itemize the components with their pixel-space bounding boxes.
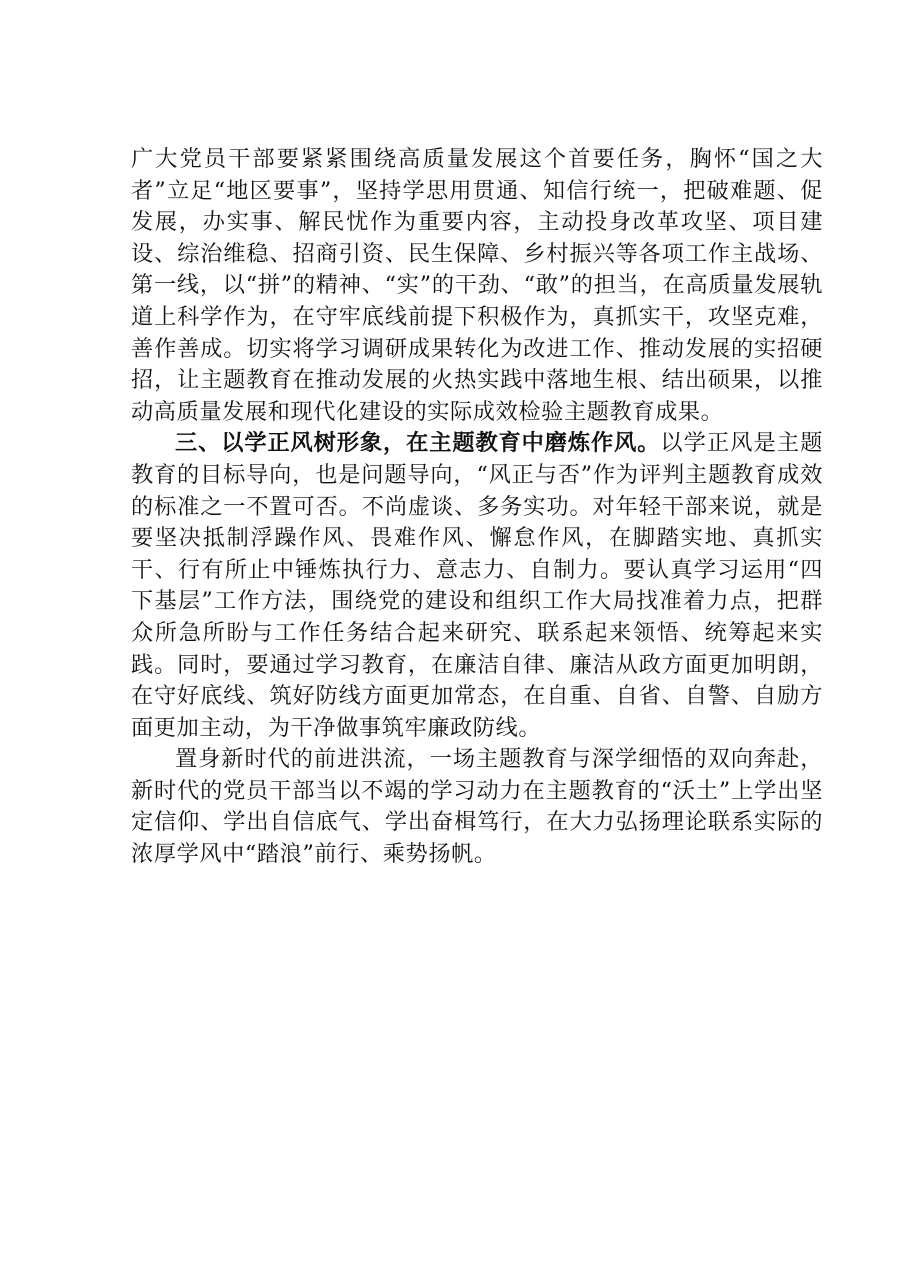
section-heading: 三、以学正风树形象，在主题教育中磨炼作风。 — [175, 430, 661, 457]
paragraph-conclusion — [131, 744, 823, 870]
paragraph-text: 置身新时代的前进洪流，一场主题教育与深学细悟的双向奔赴，新时代的党员干部当以不竭的学习动力在主题教育的“沃土”上学出坚定信仰、学出自信底气、学出奋楫笃行，在大力弘扬理论联系实际的浓厚学风中“踏浪”前行、乘势扬帆。 — [131, 746, 823, 868]
paragraph-section-three — [131, 428, 823, 744]
paragraph-text: 广大党员干部要紧紧围绕高质量发展这个首要任务，胸怀“国之大者”立足“地区要事”，坚持学思用贯通、知信行统一，把破难题、促发展，办实事、解民忧作为重要内容，主动投身改革攻坚、项目建设、综治维稳、招商引资、民生保障、乡村振兴等各项工作主战场、第一线，以“拼”的精神、“实”的干劲、“敢”的担当，在高质量发展轨道上科学作为，在守牢底线前提下积极作为，真抓实干，攻坚克难，善作善成。切实将学习调研成果转化为改进工作、推动发展的实招硬招，让主题教育在推动发展的火热实践中落地生根、结出硕果，以推动高质量发展和现代化建设的实际成效检验主题教育成果。 — [131, 146, 823, 425]
paragraph-continued — [131, 144, 823, 428]
document-body — [131, 144, 823, 871]
paragraph-text: 以学正风是主题教育的目标导向，也是问题导向，“风正与否”作为评判主题教育成效的标准之一不置可否。不尚虚谈、多务实功。对年轻干部来说，就是要坚决抵制浮躁作风、畏难作风、懈怠作风，在脚踏实地、真抓实干、行有所止中锤炼执行力、意志力、自制力。要认真学习运用“四下基层”工作方法，围绕党的建设和组织工作大局找准着力点，把群众所急所盼与工作任务结合起来研究、联系起来领悟、统筹起来实践。同时，要通过学习教育，在廉洁自律、廉洁从政方面更加明朗，在守好底线、筑好防线方面更加常态，在自重、自省、自警、自励方面更加主动，为干净做事筑牢廉政防线。 — [131, 430, 823, 741]
